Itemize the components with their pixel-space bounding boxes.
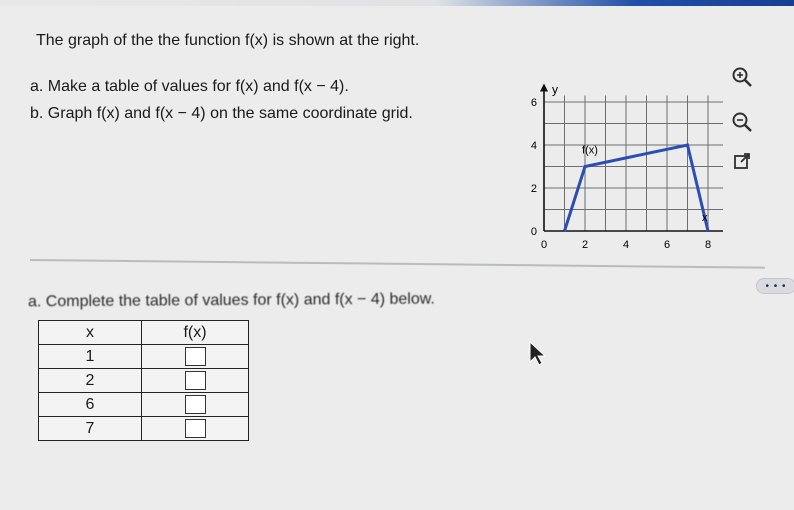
table-row bbox=[39, 393, 249, 417]
fx-answer-cell bbox=[142, 345, 249, 369]
question-part-b: b. Graph f(x) and f(x − 4) on the same coordinate grid. bbox=[30, 105, 413, 122]
x-value: 2 bbox=[39, 369, 142, 393]
table-row bbox=[39, 345, 249, 369]
zoom-in-icon[interactable] bbox=[727, 62, 757, 92]
table-row bbox=[39, 369, 249, 393]
x-value: 7 bbox=[39, 417, 142, 441]
header-x: x bbox=[39, 321, 142, 345]
question-part-a: a. Make a table of values for f(x) and f(x − 4). bbox=[30, 78, 349, 95]
fx-answer-cell bbox=[142, 393, 249, 417]
x-axis-label: x bbox=[702, 212, 708, 224]
x-value: 6 bbox=[39, 393, 142, 417]
fx-answer-box[interactable] bbox=[185, 395, 206, 414]
x-tick-label: 2 bbox=[581, 239, 589, 251]
part-a-instruction: a. Complete the table of values for f(x) and f(x − 4) below. bbox=[27, 290, 435, 311]
more-options-button[interactable]: • • • bbox=[756, 278, 794, 294]
x-tick-label: 8 bbox=[704, 239, 712, 251]
fx-answer-cell bbox=[142, 417, 249, 441]
zoom-out-icon[interactable] bbox=[727, 107, 757, 137]
y-tick-label: 0 bbox=[530, 226, 537, 238]
x-tick-label: 4 bbox=[622, 239, 630, 251]
external-link-icon[interactable] bbox=[727, 146, 757, 176]
graph-tick-labels bbox=[531, 97, 711, 251]
values-table bbox=[38, 320, 249, 441]
x-value: 1 bbox=[39, 345, 142, 369]
function-graph[interactable] bbox=[518, 48, 723, 263]
question-intro: The graph of the the function f(x) is shown at the right. bbox=[36, 32, 420, 49]
table-row bbox=[39, 417, 249, 441]
y-axis-arrow bbox=[540, 84, 548, 92]
header-fx: f(x) bbox=[142, 321, 249, 345]
y-tick-label: 4 bbox=[530, 140, 537, 152]
x-tick-label: 6 bbox=[663, 239, 671, 251]
fx-answer-box[interactable] bbox=[185, 371, 206, 390]
table-header-row bbox=[39, 321, 249, 345]
fx-answer-cell bbox=[142, 369, 249, 393]
y-axis-label: y bbox=[552, 82, 558, 97]
y-tick-label: 6 bbox=[530, 97, 537, 109]
curve-label: f(x) bbox=[582, 144, 598, 157]
x-tick-label: 0 bbox=[540, 239, 548, 251]
fx-answer-box[interactable] bbox=[185, 419, 206, 438]
mouse-cursor-icon bbox=[528, 340, 546, 366]
fx-answer-box[interactable] bbox=[185, 347, 206, 366]
y-tick-label: 2 bbox=[530, 183, 537, 195]
